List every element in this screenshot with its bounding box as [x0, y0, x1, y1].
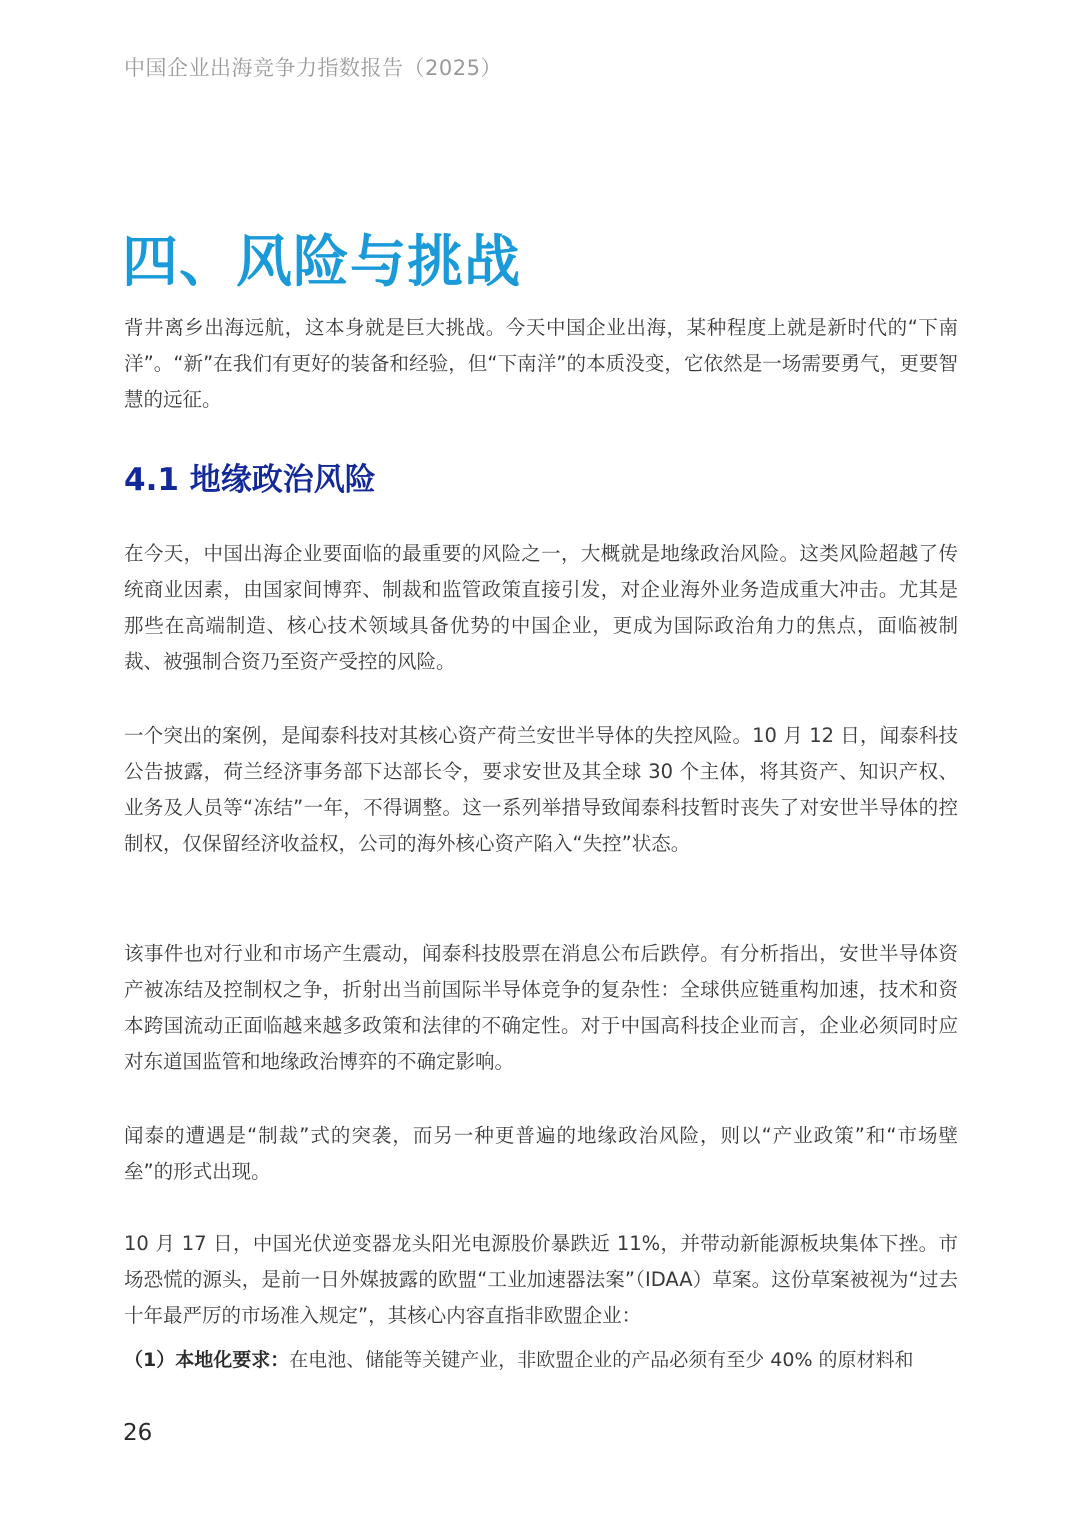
body-paragraph: 一个突出的案例，是闻泰科技对其核心资产荷兰安世半导体的失控风险。10 月 12 日，闻泰科技公告披露，荷兰经济事务部下达部长令，要求安世及其全球 30 个主体，将其资产、知识产权、业务及人员等“冻结”一年，不得调整。这一系列举措导致闻泰科技暂时丧失了对安世半导体的控制权，仅保留经济收益权，公司的海外核心资产陷入“失控”状态。 [124, 724, 958, 855]
list-label: 本地化要求： [175, 1349, 290, 1371]
running-header: 中国企业出海竞争力指数报告（2025） [124, 56, 502, 80]
list-text: 在电池、储能等关键产业，非欧盟企业的产品必须有至少 40% 的原材料和 [289, 1349, 914, 1371]
body-paragraph: 该事件也对行业和市场产生震动，闻泰科技股票在消息公布后跌停。有分析指出，安世半导体资产被冻结及控制权之争，折射出当前国际半导体竞争的复杂性：全球供应链重构加速，技术和资本跨国流动正面临越来越多政策和法律的不确定性。对于中国高科技企业而言，企业必须同时应对东道国监管和地缘政治博弈的不确定影响。 [124, 942, 958, 1073]
section-title: 4.1 地缘政治风险 [124, 462, 376, 498]
paragraph-block [124, 936, 958, 1080]
paragraph-block [124, 536, 958, 680]
intro-paragraph: 背井离乡出海远航，这本身就是巨大挑战。今天中国企业出海，某种程度上就是新时代的“下南洋”。“新”在我们有更好的装备和经验，但“下南洋”的本质没变，它依然是一场需要勇气，更要智慧的远征。 [124, 316, 958, 411]
list-item [124, 1344, 964, 1376]
paragraph-block [124, 718, 958, 862]
list-marker: （1） [124, 1349, 176, 1371]
paragraph-block [124, 1226, 958, 1334]
body-paragraph: 闻泰的遭遇是“制裁”式的突袭，而另一种更普遍的地缘政治风险，则以“产业政策”和“市场壁垒”的形式出现。 [124, 1124, 958, 1183]
chapter-intro [124, 310, 958, 418]
body-paragraph: 在今天，中国出海企业要面临的最重要的风险之一，大概就是地缘政治风险。这类风险超越了传统商业因素，由国家间博弈、制裁和监管政策直接引发，对企业海外业务造成重大冲击。尤其是那些在高端制造、核心技术领域具备优势的中国企业，更成为国际政治角力的焦点，面临被制裁、被强制合资乃至资产受控的风险。 [124, 542, 958, 673]
body-paragraph: 10 月 17 日，中国光伏逆变器龙头阳光电源股价暴跌近 11%，并带动新能源板块集体下挫。市场恐慌的源头，是前一日外媒披露的欧盟“工业加速器法案”（IDAA）草案。这份草案被视为“过去十年最严厉的市场准入规定”，其核心内容直指非欧盟企业： [124, 1232, 958, 1327]
page-number: 26 [123, 1420, 153, 1446]
paragraph-block [124, 1118, 958, 1190]
chapter-title: 四、风险与挑战 [122, 230, 521, 295]
